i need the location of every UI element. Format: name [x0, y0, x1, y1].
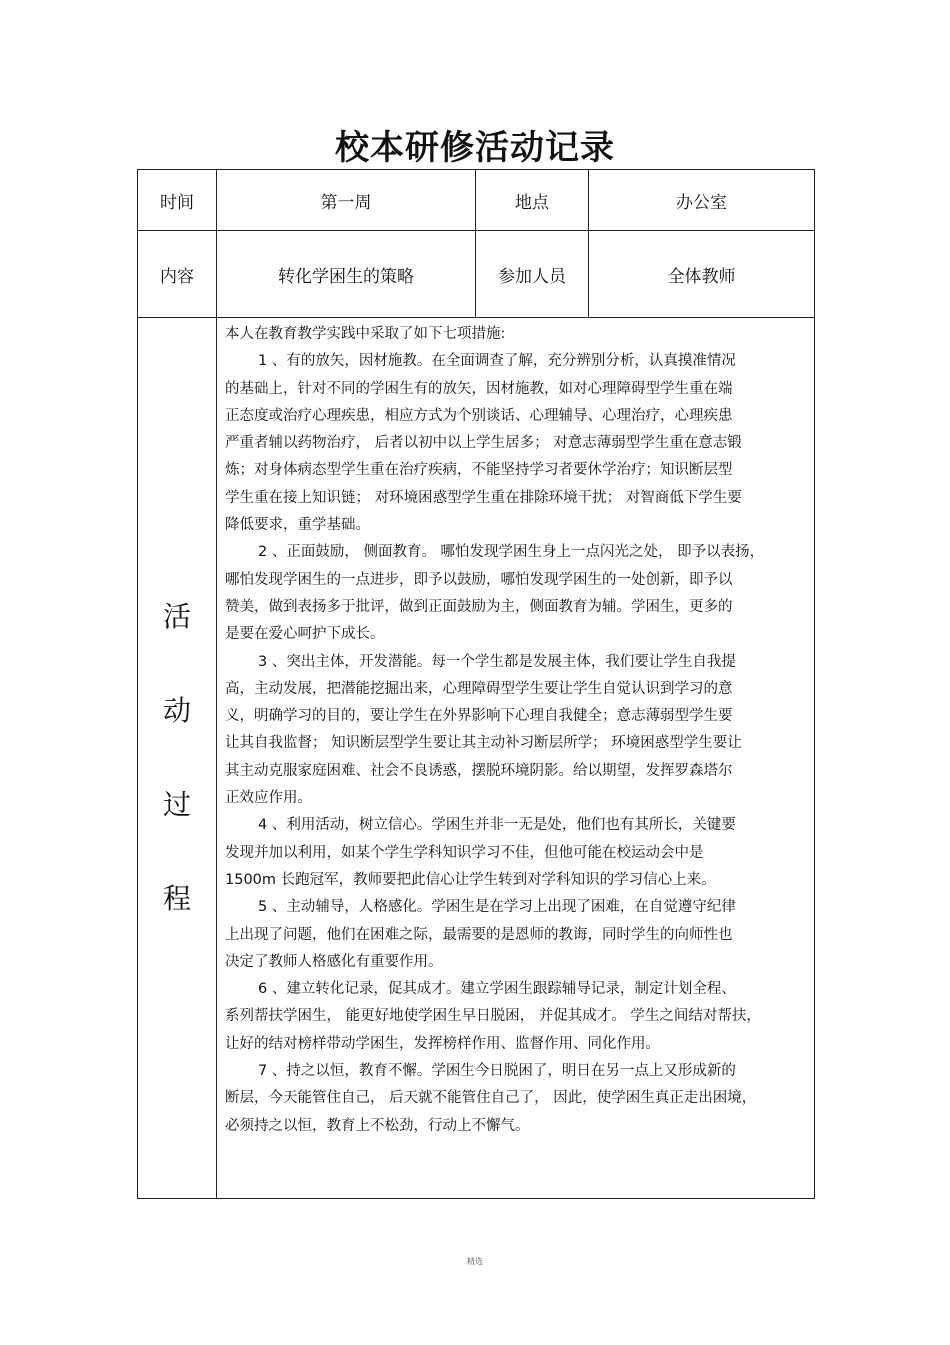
process-text-line: 正效应作用。 — [225, 790, 312, 807]
process-text-line: 降低要求，重学基础。 — [225, 517, 370, 534]
content-participants-row — [138, 231, 815, 318]
process-label — [138, 318, 217, 1199]
process-label-char: 活 — [162, 600, 191, 633]
process-text-line: 严重者辅以药物治疗， 后者以初中以上学生居多； 对意志薄弱型学生重在意志锻 — [225, 435, 742, 452]
process-text — [217, 318, 814, 1140]
process-row — [138, 318, 815, 1199]
process-label-char: 程 — [162, 882, 191, 915]
process-text-line: 是要在爱心呵护下成长。 — [225, 626, 385, 643]
page-title: 校本研修活动记录 — [335, 128, 615, 168]
process-text-line: 1500m 长跑冠军，教师要把此信心让学生转到对学科知识的学习信心上来。 — [225, 871, 716, 888]
place-value: 办公室 — [589, 170, 815, 231]
process-text-line: 学生重在接上知识链； 对环境困惑型学生重在排除环境干扰； 对智商低下学生要 — [225, 489, 742, 506]
process-text-line: 赞美，做到表扬多于批评，做到正面鼓励为主，侧面教育为辅。学困生，更多的 — [225, 598, 733, 615]
process-text-line: 5 、主动辅导，人格感化。学困生是在学习上出现了困难，在自觉遵守纪律 — [258, 899, 736, 916]
process-text-line: 其主动克服家庭困难、社会不良诱惑，摆脱环境阴影。给以期望，发挥罗森塔尔 — [225, 762, 733, 779]
time-value: 第一周 — [217, 170, 476, 231]
process-text-line: 本人在教育教学实践中采取了如下七项措施: — [225, 326, 506, 342]
content-value: 转化学困生的策略 — [217, 231, 476, 318]
activity-record-table — [137, 169, 815, 1199]
time-label: 时间 — [138, 170, 217, 231]
process-text-line: 高，主动发展，把潜能挖掘出来，心理障碍型学生要让学生自觉认识到学习的意 — [225, 680, 733, 697]
process-text-line: 决定了教师人格感化有重要作用。 — [225, 953, 443, 970]
place-label: 地点 — [476, 170, 589, 231]
process-text-line: 让好的结对榜样带动学困生，发挥榜样作用、监督作用、同化作用。 — [225, 1035, 660, 1052]
participants-value: 全体教师 — [589, 231, 815, 318]
process-text-line: 炼；对身体病态型学生重在治疗疾病，不能坚持学习者要休学治疗；知识断层型 — [225, 462, 733, 479]
time-place-row — [138, 170, 815, 231]
process-text-line: 义，明确学习的目的，要让学生在外界影响下心理自我健全；意志薄弱型学生要 — [225, 708, 733, 725]
content-label: 内容 — [138, 231, 217, 318]
process-text-line: 的基础上，针对不同的学困生有的放矢，因材施教，如对心理障碍型学生重在端 — [225, 380, 733, 397]
process-text-line: 6 、建立转化记录，促其成才。建立学困生跟踪辅导记录，制定计划全程、 — [258, 981, 736, 998]
process-label-char: 过 — [162, 788, 191, 821]
process-text-line: 3 、突出主体，开发潜能。每一个学生都是发展主体，我们要让学生自我提 — [258, 653, 736, 670]
process-text-line: 1 、有的放矢，因材施教。在全面调查了解，充分辨别分析，认真摸准情况 — [258, 353, 736, 370]
process-text-line: 让其自我监督； 知识断层型学生要让其主动补习断层所学； 环境困惑型学生要让 — [225, 735, 742, 752]
footer-note: 精选 — [467, 1257, 483, 1266]
process-text-line: 4 、利用活动，树立信心。学困生并非一无是处，他们也有其所长，关键要 — [258, 817, 736, 834]
process-text-line: 正态度或治疗心理疾患，相应方式为个别谈话、心理辅导、心理治疗，心理疾患 — [225, 407, 733, 424]
process-text-line: 上出现了问题，他们在困难之际，最需要的是恩师的教诲，同时学生的向师性也 — [225, 926, 733, 943]
process-text-line: 哪怕发现学困生的一点进步，即予以鼓励，哪怕发现学困生的一处创新，即予以 — [225, 571, 733, 588]
process-text-line: 系列帮扶学困生， 能更好地使学困生早日脱困， 并促其成才。 学生之间结对帮扶， — [225, 1008, 761, 1025]
process-text-line: 断层，今天能管住自己， 后天就不能管住自己了， 因此，使学困生真正走出困境， — [225, 1090, 757, 1107]
process-label-char: 动 — [162, 694, 191, 727]
process-text-line: 7 、持之以恒，教育不懈。学困生今日脱困了，明日在另一点上又形成新的 — [258, 1063, 736, 1080]
process-text-line: 必须持之以恒，教育上不松劲，行动上不懈气。 — [225, 1117, 530, 1134]
process-text-line: 2 、正面鼓励， 侧面教育。 哪怕发现学困生身上一点闪光之处， 即予以表扬， — [258, 544, 765, 561]
process-body-cell — [217, 318, 815, 1199]
participants-label: 参加人员 — [476, 231, 589, 318]
process-text-line: 发现并加以利用，如某个学生学科知识学习不佳，但他可能在校运动会中是 — [225, 844, 704, 861]
